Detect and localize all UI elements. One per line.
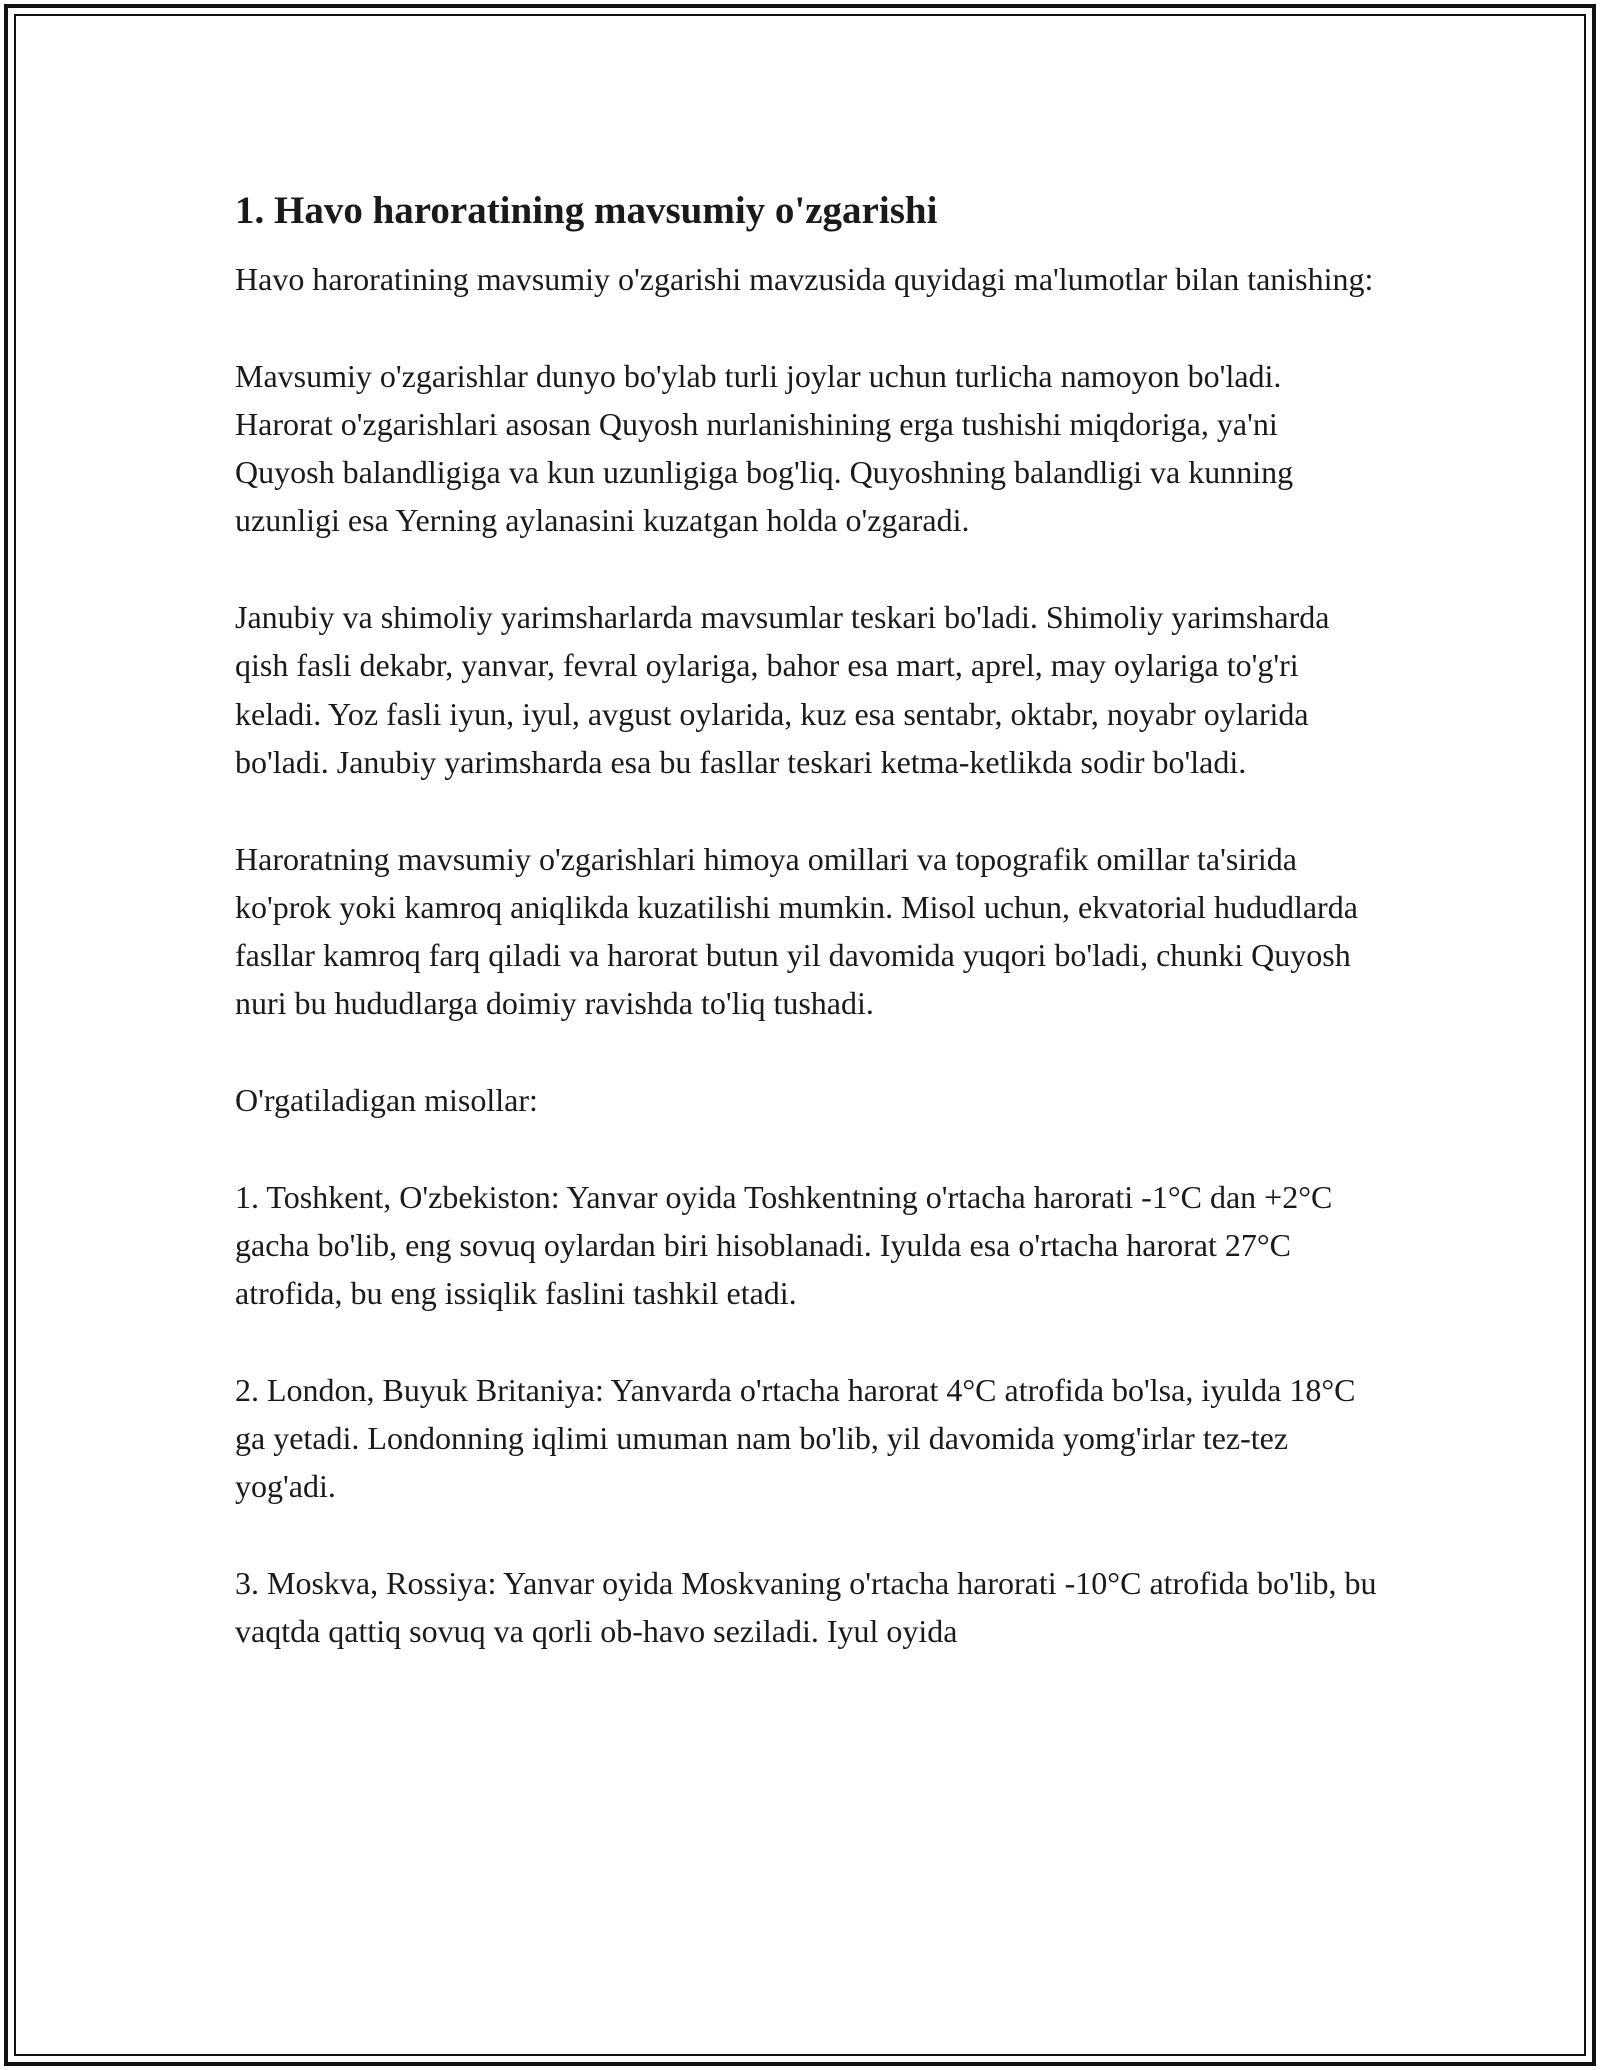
hemispheres-paragraph: Janubiy va shimoliy yarimsharlarda mavsumlar teskari bo'ladi. Shimoliy yarimsharda qish fasli dekabr, yanvar, fevral oylariga, bahor esa mart, aprel, may oylariga to'g'ri keladi. Yoz fasli iyun, iyul, avgust oylarida, kuz esa sentabr, oktabr, noyabr oylarida bo'ladi. Janubiy yarimsharda esa bu fasllar teskari ketma-ketlikda sodir bo'ladi. <box>235 599 1330 780</box>
section-heading: 1. Havo haroratining mavsumiy o'zgarishi <box>235 189 938 232</box>
example-tashkent: 1. Toshkent, O'zbekiston: Yanvar oyida Toshkentning o'rtacha harorati -1°C dan +2°C gacha bo'lib, eng sovuq oylardan biri hisoblanadi. Iyulda esa o'rtacha harorat 27°C atrofida, bu eng issiqlik faslini tashkil etadi. <box>235 1178 1333 1312</box>
example-london: 2. London, Buyuk Britaniya: Yanvarda o'rtacha harorat 4°C atrofida bo'lsa, iyulda 18°C ga yetadi. Londonning iqlimi umuman nam bo'lib, yil davomida yomg'irlar tez-tez yog'adi. <box>235 1371 1356 1505</box>
examples-label: O'rgatiladigan misollar: <box>235 1082 538 1119</box>
seasonal-changes-paragraph: Mavsumiy o'zgarishlar dunyo bo'ylab turli joylar uchun turlicha namoyon bo'ladi. Harorat o'zgarishlari asosan Quyosh nurlanishining erga tushishi miqdoriga, ya'ni Quyosh balandligiga va kun uzunligiga bog'liq. Quyoshning balandligi va kunning uzunligi esa Yerning aylanasini kuzatgan holda o'zgaradi. <box>235 357 1294 539</box>
factors-paragraph: Haroratning mavsumiy o'zgarishlari himoya omillari va topografik omillar ta'sirida ko'prok yoki kamroq aniqlikda kuzatilishi mumkin. Misol uchun, ekvatorial hududlarda fasllar kamroq farq qiladi va harorat butun yil davomida yuqori bo'ladi, chunki Quyosh nuri bu hududlarga doimiy ravishda to'liq tushadi. <box>235 840 1358 1022</box>
document-body <box>235 186 1385 1704</box>
example-moscow: 3. Moskva, Rossiya: Yanvar oyida Moskvaning o'rtacha harorati -10°C atrofida bo'lib, bu vaqtda qattiq sovuq va qorli ob-havo seziladi. Iyul oyida <box>235 1565 1377 1650</box>
intro-paragraph: Havo haroratining mavsumiy o'zgarishi mavzusida quyidagi ma'lumotlar bilan tanishing: <box>235 261 1374 297</box>
